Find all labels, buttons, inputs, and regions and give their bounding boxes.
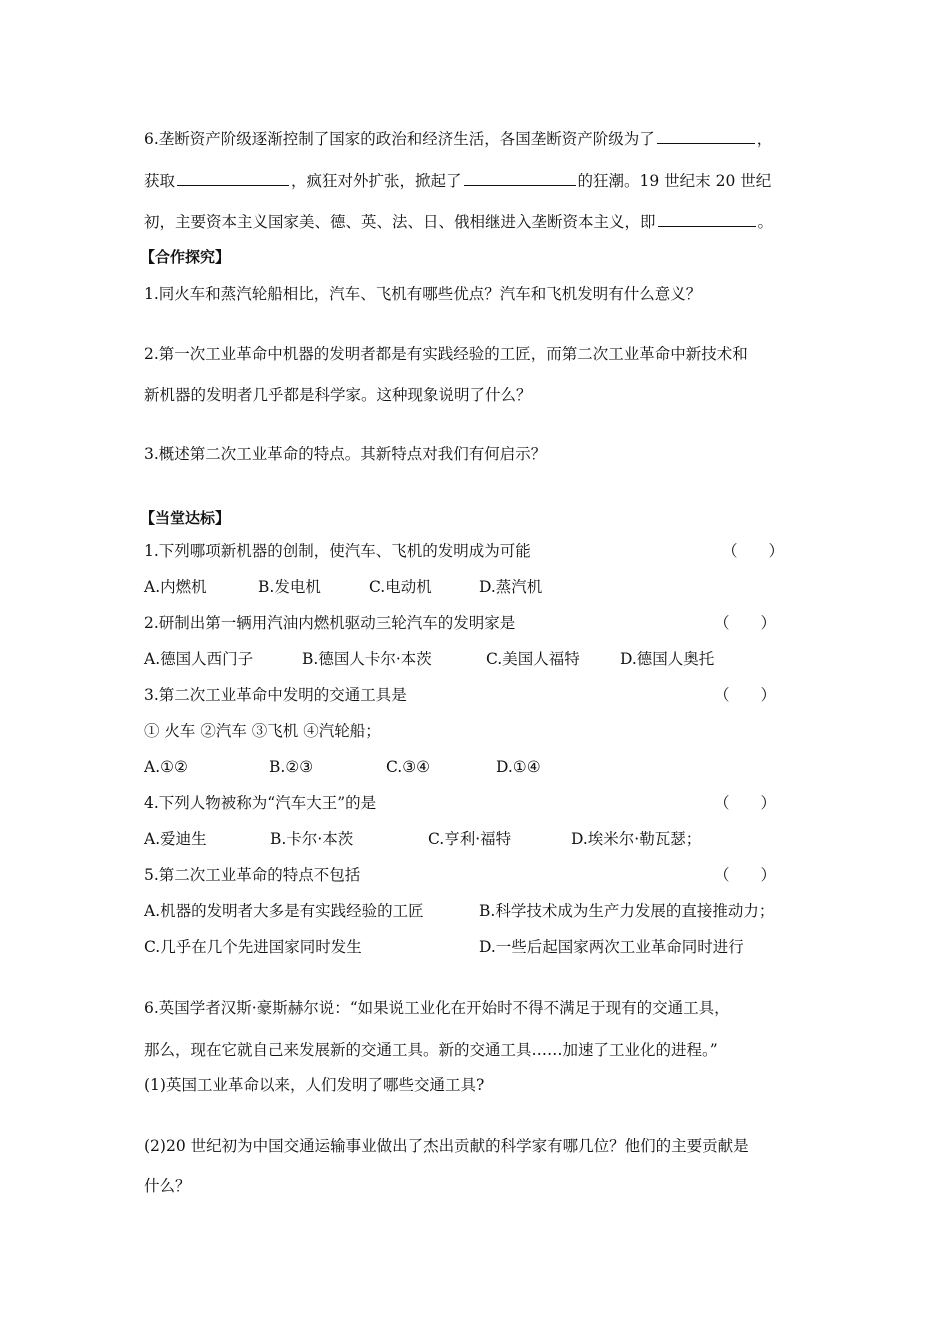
mc-question-4: 4.下列人物被称为“汽车大王”的是 [144,794,377,812]
q6-text-2c: 的狂潮。19 世纪末 20 世纪 [577,172,772,190]
q3-option-d: D.①④ [496,758,541,776]
q1-option-d: D.蒸汽机 [479,578,543,596]
mc-question-1: 1.下列哪项新机器的创制，使汽车、飞机的发明成为可能 [144,542,531,560]
material-question-6-line2: 那么，现在它就自己来发展新的交通工具。新的交通工具……加速了工业化的进程。” [144,1041,718,1059]
q6-subquestion-2-line2: 什么？ [144,1177,191,1195]
answer-paren[interactable]: （ ） [714,794,777,812]
fill-blank-q6-line1 [144,128,772,149]
mc-question-3: 3.第二次工业革命中发明的交通工具是 [144,686,407,704]
q2-option-b: B.德国人卡尔·本茨 [302,650,432,668]
q2-option-d: D.德国人奥托 [620,650,715,668]
q3-option-a: A.①② [144,758,188,776]
q2-option-c: C.美国人福特 [486,650,580,668]
coop-question-1: 1.同火车和蒸汽轮船相比，汽车、飞机有哪些优点？汽车和飞机发明有什么意义？ [144,285,702,303]
q2-option-a: A.德国人西门子 [144,650,254,668]
mc-question-2: 2.研制出第一辆用汽油内燃机驱动三轮汽车的发明家是 [144,614,516,632]
mc-question-5: 5.第二次工业革命的特点不包括 [144,866,361,884]
answer-blank[interactable] [658,211,756,227]
q6-subquestion-2-line1: (2)20 世纪初为中国交通运输事业做出了杰出贡献的科学家有哪几位？他们的主要贡献是 [144,1137,749,1155]
q6-punct: 。 [757,213,774,231]
q3-option-b: B.②③ [269,758,314,776]
q5-option-d: D.一些后起国家两次工业革命同时进行 [479,938,744,956]
section-heading-cooperative: 【合作探究】 [140,248,231,266]
coop-question-2-line2: 新机器的发明者几乎都是科学家。这种现象说明了什么？ [144,386,532,404]
q6-text-3a: 初，主要资本主义国家美、德、英、法、日、俄相继进入垄断资本主义，即 [144,213,656,231]
q3-option-c: C.③④ [386,758,431,776]
answer-blank[interactable] [464,170,576,186]
answer-paren[interactable]: （ ） [714,614,777,632]
q3-items: ① 火车 ②汽车 ③飞机 ④汽轮船； [144,722,381,740]
section-heading-classwork: 【当堂达标】 [140,509,231,527]
q5-option-c: C.几乎在几个先进国家同时发生 [144,938,362,956]
coop-question-3: 3.概述第二次工业革命的特点。其新特点对我们有何启示？ [144,445,547,463]
q6-text-2a: 获取 [144,172,176,190]
q6-punct: ， [756,130,773,148]
q6-text-1: 6.垄断资产阶级逐渐控制了国家的政治和经济生活，各国垄断资产阶级为了 [144,130,655,148]
q1-option-a: A.内燃机 [144,578,207,596]
answer-paren[interactable]: （ ） [714,866,777,884]
q5-option-a: A.机器的发明者大多是有实践经验的工匠 [144,902,424,920]
q1-option-b: B.发电机 [258,578,321,596]
material-question-6-line1: 6.英国学者汉斯·豪斯赫尔说：“如果说工业化在开始时不得不满足于现有的交通工具， [144,999,730,1017]
q6-subquestion-1: (1)英国工业革命以来，人们发明了哪些交通工具? [144,1076,485,1094]
q1-option-c: C.电动机 [369,578,432,596]
q6-text-2b: ，疯狂对外扩张，掀起了 [291,172,462,190]
answer-paren[interactable]: （ ） [722,542,785,560]
q4-option-a: A.爱迪生 [144,830,207,848]
answer-blank[interactable] [177,170,289,186]
q4-option-d: D.埃米尔·勒瓦瑟； [571,830,702,848]
q4-option-c: C.亨利·福特 [428,830,512,848]
answer-paren[interactable]: （ ） [714,686,777,704]
fill-blank-q6-line3 [144,211,773,232]
fill-blank-q6-line2 [144,170,771,191]
answer-blank[interactable] [657,128,755,144]
coop-question-2-line1: 2.第一次工业革命中机器的发明者都是有实践经验的工匠，而第二次工业革命中新技术和 [144,345,748,363]
q4-option-b: B.卡尔·本茨 [270,830,354,848]
q5-option-b: B.科学技术成为生产力发展的直接推动力； [479,902,775,920]
